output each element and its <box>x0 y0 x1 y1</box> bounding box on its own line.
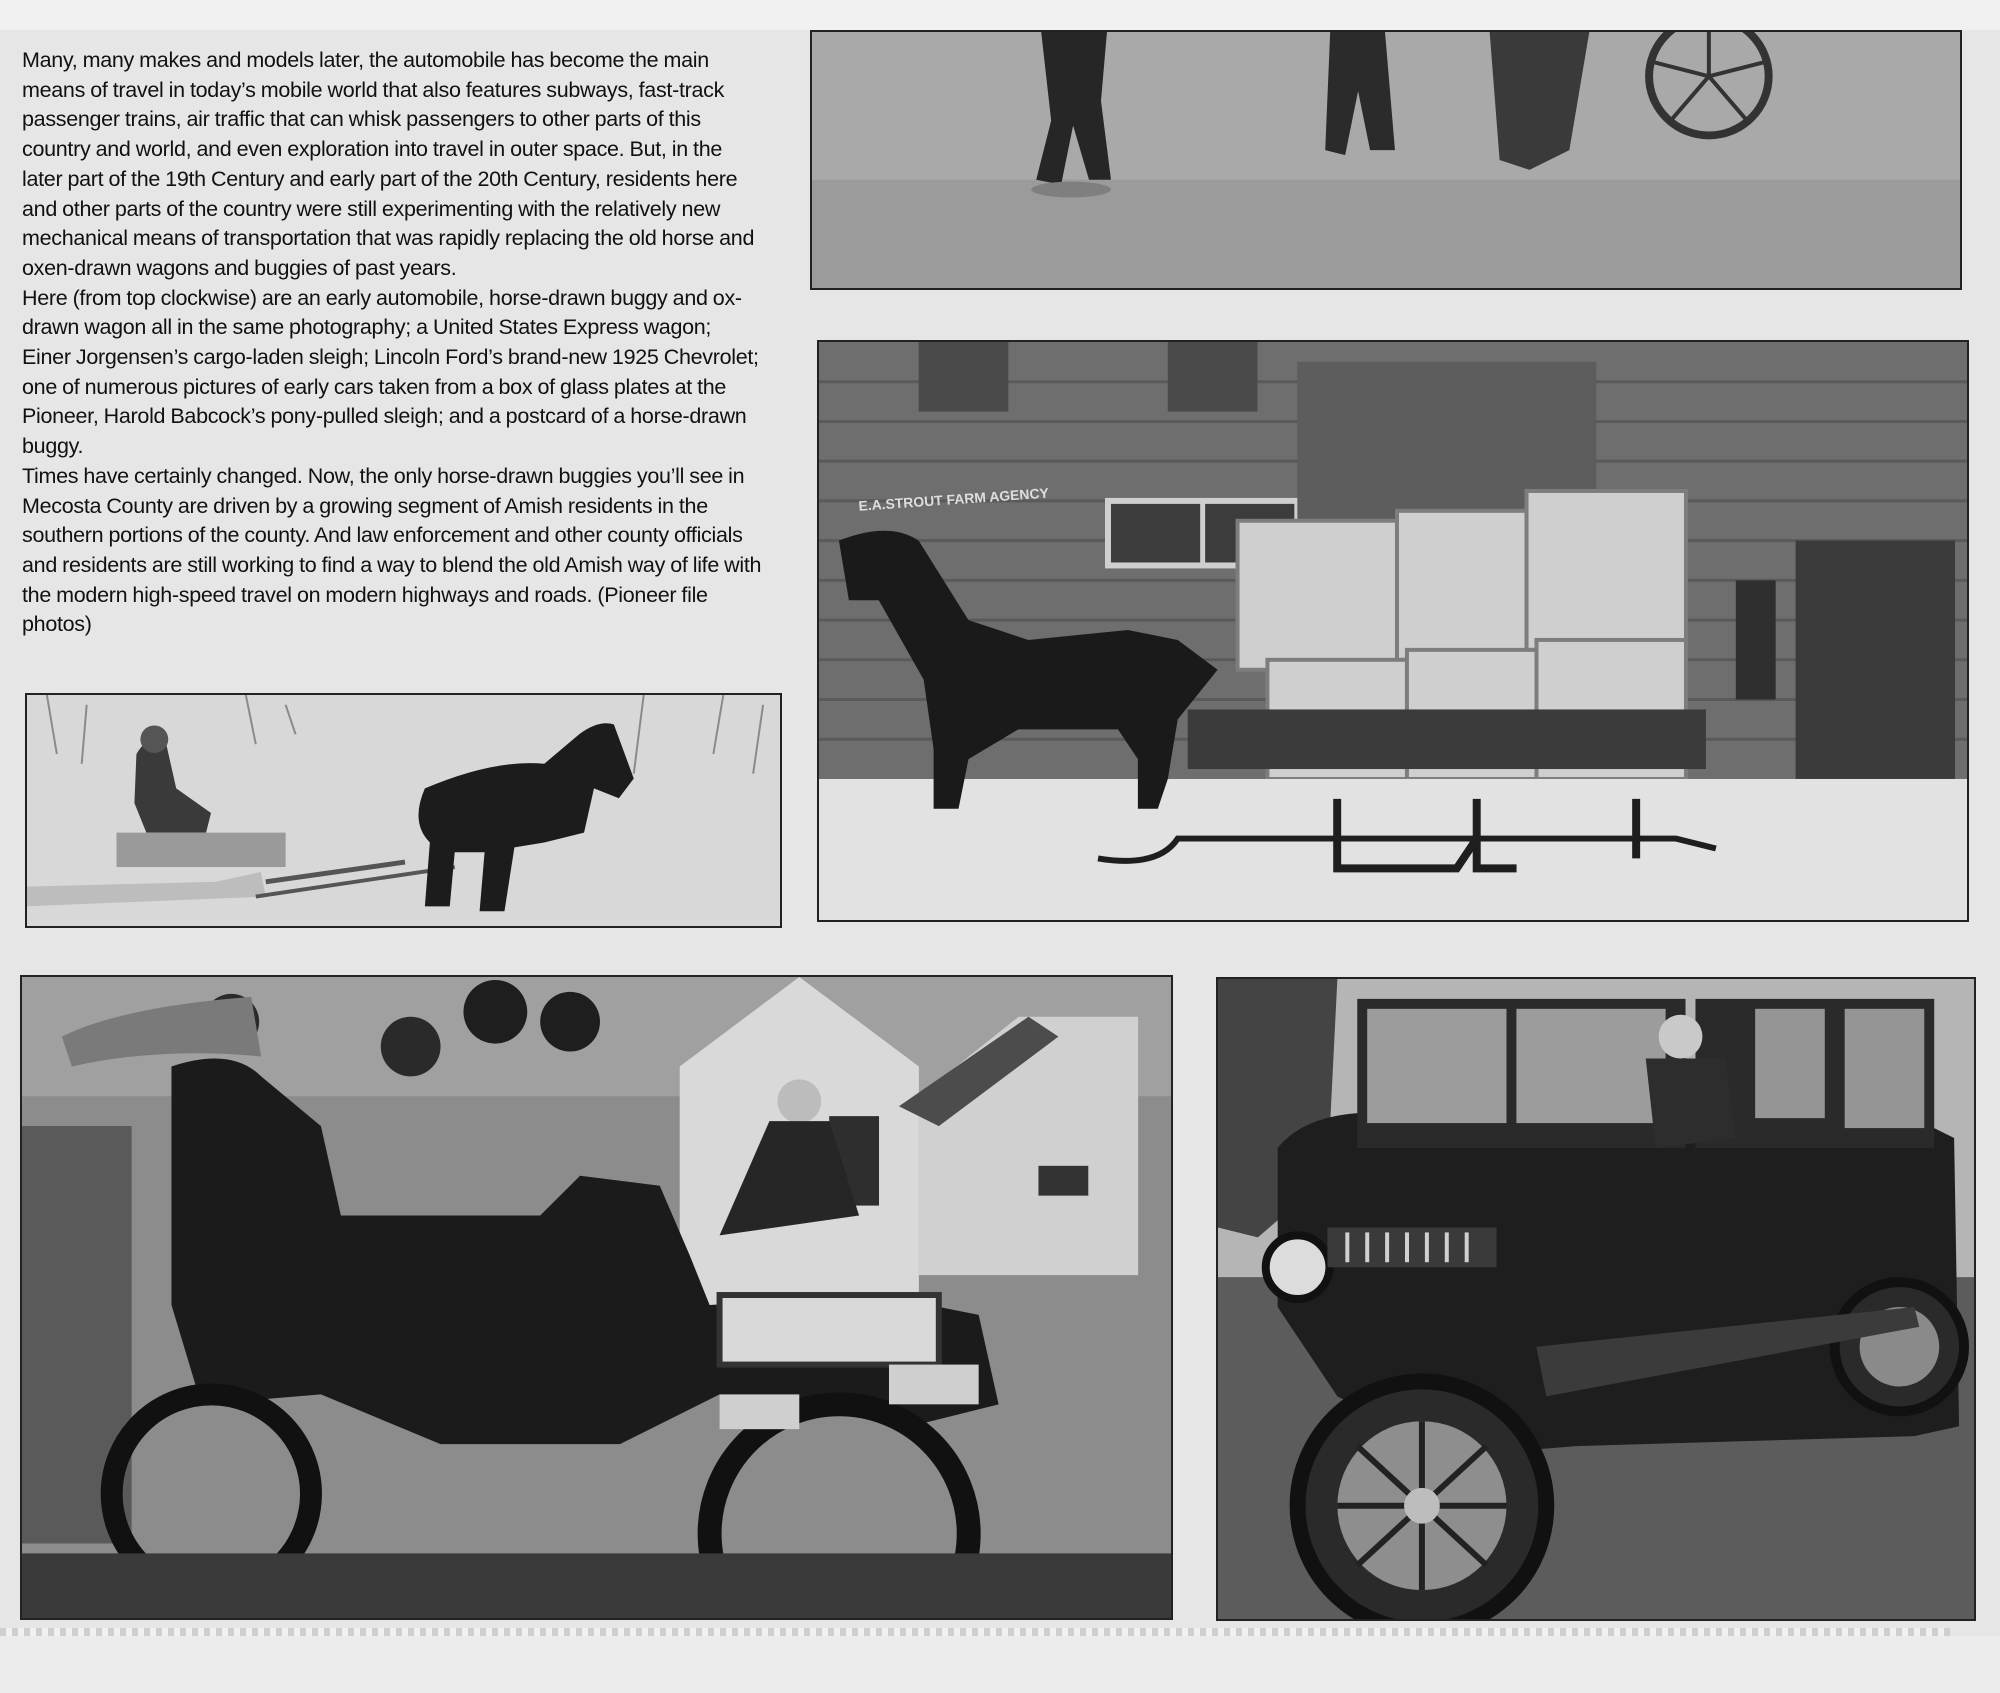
farm-agency-sign-text: E.A.STROUT FARM AGENCY <box>857 484 1050 514</box>
page-perforated-edge <box>0 1628 1950 1636</box>
photo-cargo-sleigh <box>817 340 1969 922</box>
page-top-margin <box>0 0 2000 30</box>
page-bottom-margin <box>0 1636 2000 1693</box>
caption-paragraph: Here (from top clockwise) are an early automobile, horse-drawn buggy and ox-drawn wagon all in the same photography; a United States Express wagon; Einer Jorgensen’s cargo-laden sleigh; Lincoln Ford’s brand-new 1925 Chevrolet; one of numerous pictures of early cars taken from a box of glass plates at the Pioneer, Harold Babcock’s pony-pulled sleigh; and a postcard of a horse-drawn buggy. <box>22 285 759 459</box>
photo-pony-sleigh <box>25 693 782 928</box>
caption-paragraph: Many, many makes and models later, the automobile has become the main means of travel in today’s mobile world that also features subways, fast-track passenger trains, air traffic that can whisk passengers to other parts of this country and world, and even exploration into travel in outer space. But, in the later part of the 19th Century and early part of the 20th Century, residents here and other parts of the country were still experimenting with the relatively new mechanical means of transportation that was rapidly replacing the old horse and oxen-drawn wagons and buggies of past years. <box>22 48 755 280</box>
photo-early-automobile <box>20 975 1173 1620</box>
photo-caption <box>22 46 762 640</box>
caption-paragraph: Times have certainly changed. Now, the only horse-drawn buggies you’ll see in Mecosta County are driven by a growing segment of Amish residents in the southern portions of the county. And law enforcement and other county officials and residents are still working to find a way to blend the old Amish way of life with the modern high-speed travel on modern highways and roads. (Pioneer file photos) <box>22 463 762 637</box>
photo-horse-wagon-top <box>810 30 1962 290</box>
photo-1925-chevrolet <box>1216 977 1976 1621</box>
